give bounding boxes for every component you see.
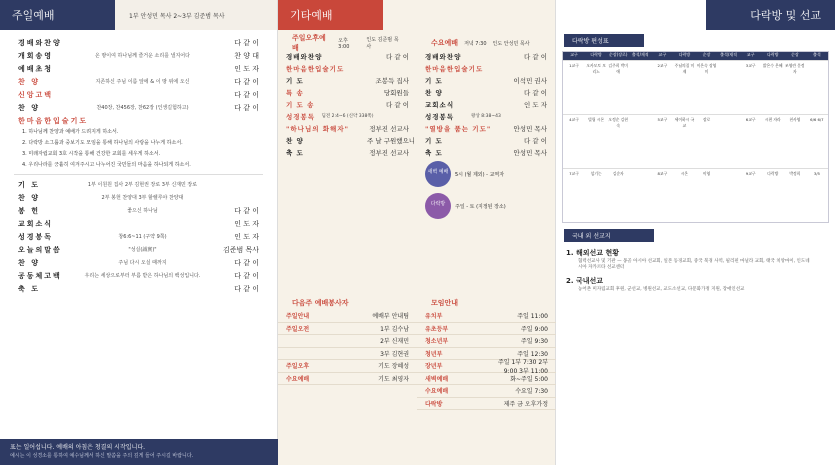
table-row	[278, 348, 417, 361]
domestic-mission	[556, 274, 835, 296]
table-cell: 주일오전	[286, 325, 310, 333]
sunday-worship-header	[0, 0, 277, 30]
order-rt: 인 도 자	[234, 219, 259, 228]
order-row	[278, 62, 417, 74]
mission-section-title: 국내 외 선교지	[564, 229, 654, 242]
table-cell: 청년부	[425, 350, 443, 358]
order-lbl: 성경봉독	[286, 112, 316, 121]
order-lbl: 축 도	[425, 148, 443, 157]
grid-cell: 빌립 시몬	[588, 117, 605, 122]
grid-row	[563, 60, 828, 114]
sub-title: 수요예배	[431, 39, 459, 47]
dawn-text: 5시 (월 제외) - 교역자	[455, 171, 505, 178]
grid-cell: 섬기는	[590, 171, 602, 176]
order-mid: 좋으신 하나님	[127, 208, 158, 214]
grid-cell: 다락방	[767, 171, 779, 176]
order-lbl: 축 도	[286, 148, 304, 157]
table-cell: 장년부	[425, 363, 443, 371]
order-rt: 주 날 구원했으니	[367, 136, 416, 145]
grid-cell: 오카모토 모리노	[586, 63, 606, 74]
grid-row	[563, 114, 828, 168]
order-rt: 정부진 선교사	[369, 124, 409, 133]
order-row	[417, 50, 555, 62]
order-row	[278, 110, 417, 122]
order-lbl: 경배와찬양	[18, 38, 62, 47]
order-mid: 왕상 8:38~43	[471, 114, 501, 119]
sunday-worship-panel	[0, 0, 278, 465]
grid-cell: 세이하시 국교	[674, 117, 695, 128]
sub-time: 저녁 7:30	[464, 40, 487, 47]
table-cell: 기도 최영자	[378, 375, 409, 383]
table-cell: 1부 김수남	[380, 325, 409, 333]
table-row	[417, 335, 556, 348]
table-cell: 2부 신재민	[380, 338, 409, 346]
order-mid: 지존하신 주님 이름 앞에 & 이 땅 위에 오신	[95, 79, 190, 85]
order-rt: 안성민 목사	[513, 124, 547, 133]
panel-title: 기타예배	[290, 9, 333, 22]
order-mid: "성실(誠實)"	[128, 247, 157, 253]
prayer-item: 2. 다락방 소그룹과 중보기도 모임을 통해 하나님의 사랑을 나누게 하소서.	[22, 140, 183, 146]
darakbang-mission-panel	[556, 0, 835, 465]
order-row	[0, 36, 277, 49]
order-lbl: 특 송	[286, 88, 304, 97]
order-row	[0, 243, 277, 256]
order-row	[278, 146, 417, 158]
order-row	[417, 98, 555, 110]
grid-cell: 천사영	[789, 117, 801, 122]
grid-cell	[718, 115, 740, 168]
panel-title: 다락방 및 선교	[750, 9, 821, 22]
order-row	[417, 86, 555, 98]
wednesday-order	[417, 50, 555, 158]
order-row	[278, 86, 417, 98]
order-lbl: 기 도	[425, 76, 443, 85]
domestic-mission-title: 2. 국내선교	[566, 277, 604, 285]
order-lbl: 축 도	[18, 284, 40, 293]
grid-cell: 밝은수 은혜	[762, 63, 783, 68]
grid-cell: 시온	[680, 171, 689, 176]
order-rt: 다 같 이	[234, 258, 259, 267]
grid-cell: 박정희	[789, 171, 801, 176]
order-lbl: 찬 양	[18, 77, 40, 86]
grid-cell	[806, 61, 828, 114]
table-row	[278, 323, 417, 336]
footer-small-text: 예시는 이 성경소를 통하여 예수님께서 하신 말씀을 주의 깊게 들어 주시길 바랍니다.	[10, 453, 194, 459]
order-rt: 다 같 이	[234, 77, 259, 86]
order-rt: 다 같 이	[234, 271, 259, 280]
order-row	[0, 178, 277, 191]
grid-cell: 4교구	[569, 117, 579, 122]
grid-header-cell: 다락방	[678, 52, 691, 57]
darakbang-grid	[562, 51, 829, 223]
order-rt: 인 도 자	[234, 232, 259, 241]
order-row	[278, 98, 417, 110]
sub-leader: 인도 안성민 목사	[492, 40, 530, 47]
order-row	[0, 49, 277, 62]
table-cell: 유초등부	[425, 325, 449, 333]
order-row	[278, 122, 417, 134]
grid-cell: 3/5	[813, 171, 820, 176]
order-row	[0, 230, 277, 243]
prayer-item: 3. 미래자립교회 3호 시작을 통해 건강한 교회를 세우게 하소서.	[22, 151, 161, 157]
order-rt: 김준범 목사	[222, 245, 259, 254]
order-mid: 주님 다시 오실 때까지	[118, 260, 167, 266]
sub-leader: 인도 김준범 목사	[366, 37, 399, 50]
grid-header-cell: 출석/재적	[631, 52, 649, 57]
table-cell: 주일 9:00	[521, 325, 548, 333]
sunday-afternoon-header	[278, 36, 417, 50]
order-lbl: 한마음한입술기도	[425, 64, 484, 73]
order-lbl: 기 도	[425, 136, 443, 145]
sub-title: 주일오후예배	[292, 34, 326, 52]
order-row	[278, 134, 417, 146]
grid-cell: 6/6 6/7	[810, 117, 824, 122]
order-mid: 1부 이원원 집사 2부 김현권 장로 3부 신재민 장로	[87, 182, 198, 188]
order-lbl: 성경봉독	[425, 112, 455, 121]
order-lbl: 오늘의말씀	[18, 245, 62, 254]
grid-header-cell: 순장(장로)	[608, 52, 628, 57]
table-cell: 유치부	[425, 313, 443, 321]
order-row	[417, 62, 555, 74]
order-row	[0, 256, 277, 269]
table-row	[417, 373, 556, 386]
order-mid: 온 땅이여 하나님께 즐거운 소리를 낼지어다	[95, 53, 190, 59]
table-cell: 기도 장혜성	[378, 363, 409, 371]
order-lbl: 예배초청	[18, 64, 54, 73]
overseas-mission-title: 1. 해외선교 현황	[566, 249, 619, 257]
order-mid: 찬40장, 찬456장, 찬62장 (인생길험하고)	[96, 105, 189, 111]
order-row	[0, 88, 277, 101]
grid-cell: 이은숙 장영미	[696, 63, 717, 74]
order-row	[278, 50, 417, 62]
wednesday-column	[417, 36, 555, 222]
table-cell: 다락방	[425, 400, 443, 408]
panel-title: 주일예배	[12, 9, 55, 22]
order-row	[278, 74, 417, 86]
volunteers-table	[278, 296, 417, 410]
sunday-footer	[0, 439, 278, 465]
order-rt: 안성민 목사	[513, 148, 547, 157]
table-row	[417, 398, 556, 411]
table-cell: 새벽예배	[425, 375, 449, 383]
grid-header-cell: 순장	[790, 52, 799, 57]
order-row	[0, 269, 277, 282]
order-lbl: 찬 양	[286, 136, 304, 145]
table-cell: 주일오후	[286, 363, 310, 371]
grid-cell: 오정순 김현숙	[608, 117, 628, 128]
table-row	[278, 335, 417, 348]
order-lbl: 교회소식	[425, 100, 455, 109]
overseas-mission-text: 협력선교사 및 기관 — 몽골 아시아 선교회, 일본 동경교회, 중국 북경 사역, 필리핀 마닐라 교회, 태국 치앙마이, 인도네시아 자카르타 선교센터	[578, 259, 810, 270]
order-row	[417, 74, 555, 86]
order-rt: 다 같 이	[234, 103, 259, 112]
grid-header-cell: 출석/재적	[720, 52, 737, 57]
overseas-mission	[556, 246, 835, 274]
order-rt: 인 도 자	[234, 64, 259, 73]
grid-cell: 김주희 박미애	[608, 63, 628, 74]
grid-cell	[629, 61, 651, 114]
table-row	[278, 310, 417, 323]
order-rt: 조봉득 집사	[375, 76, 409, 85]
darakbang-info	[417, 190, 555, 222]
sunday-afternoon-column	[278, 36, 417, 222]
table-cell: 수요일 7:30	[515, 388, 548, 396]
grid-cell	[629, 169, 651, 222]
order-of-worship-bottom	[0, 178, 277, 295]
volunteers-title: 다음주 예배봉사자	[292, 299, 349, 307]
grid-header-cell: 순장	[702, 52, 711, 57]
table-cell: 수요예배	[286, 375, 310, 383]
grid-cell: 6교구	[745, 117, 756, 122]
order-lbl: 한마음한입술기도	[286, 64, 345, 73]
table-cell: 주일 11:00	[517, 313, 548, 321]
table-row	[417, 323, 556, 336]
volunteers-rows	[278, 310, 417, 385]
darakbang-pill: 다락방	[425, 193, 451, 219]
table-cell: 제주 금 오후가정	[503, 400, 548, 408]
grid-header-cell: 교구	[570, 52, 578, 57]
order-lbl: 한마음한입술기도	[18, 116, 89, 125]
grid-cell	[718, 169, 740, 222]
grid-row	[563, 168, 828, 222]
darakbang-text: 주일 - 토 (지정된 장소)	[455, 203, 506, 210]
order-lbl: 찬 양	[18, 258, 40, 267]
order-lbl: 봉 헌	[18, 206, 40, 215]
table-cell: 3부 김현권	[380, 350, 409, 358]
order-lbl: 기 도	[18, 180, 40, 189]
grid-cell: 김순자	[612, 171, 624, 176]
order-rt: 다 같 이	[234, 38, 259, 47]
grid-body	[563, 60, 828, 222]
grid-cell: 이영	[702, 171, 711, 176]
grid-cell: 5교구	[657, 117, 668, 122]
order-row	[417, 146, 555, 158]
order-rt: 다 같 이	[386, 52, 409, 61]
meetings-table	[417, 296, 556, 410]
order-rt: 다 같 이	[234, 90, 259, 99]
order-row	[0, 191, 277, 204]
table-cell: 수요예배	[425, 388, 449, 396]
order-lbl: 교회소식	[18, 219, 54, 228]
grid-cell: 장로	[702, 117, 711, 122]
order-mid: 2부 봉헌 찬양대 3부 할렐루야 찬양대	[101, 195, 184, 201]
order-rt: 정부진 선교사	[369, 148, 409, 157]
order-mid: 우리는 세상으로부터 부름 받은 하나님의 백성입니다.	[84, 273, 201, 279]
table-row	[417, 310, 556, 323]
grid-header-cell: 다락방	[590, 52, 602, 57]
order-rt: 다 같 이	[524, 136, 547, 145]
grid-cell: 9교구	[745, 171, 756, 176]
order-rt: 당회원들	[383, 88, 409, 97]
grid-cell: 2교구	[657, 63, 668, 68]
order-of-worship-top	[0, 36, 277, 127]
table-cell: 주일 1부 7:30 2부 9:00 3부 11:00	[497, 358, 548, 375]
grid-cell: 8교구	[657, 171, 668, 176]
order-row	[417, 110, 555, 122]
order-lbl: "하나님의 화해자"	[286, 124, 349, 133]
table-row	[278, 373, 417, 386]
order-rt: 찬 양 대	[234, 51, 259, 60]
order-lbl: 경배와찬양	[286, 52, 323, 61]
prayer-item: 4. 우리나라를 긍휼히 여겨주시고 나누어진 국민들의 마음을 하나되게 하소서.	[22, 162, 191, 168]
order-rt: 이석민 권사	[513, 76, 547, 85]
grid-header	[563, 52, 828, 60]
order-row	[417, 134, 555, 146]
order-rt: 인 도 자	[524, 100, 547, 109]
sub-time: 오후 3:00	[338, 37, 350, 50]
domestic-mission-text: 농어촌 미자립교회 후원, 군선교, 병원선교, 교도소선교, 다문화가정 지원, 장애인선교	[578, 287, 745, 292]
darakbang-section-title: 다락방 편성표	[564, 34, 644, 47]
grid-header-cell: 교구	[658, 52, 667, 57]
table-cell: 주일안내	[286, 313, 310, 321]
grid-cell: 7교구	[569, 171, 579, 176]
wednesday-header	[417, 36, 555, 50]
order-lbl: "열방을 품는 기도"	[425, 124, 492, 133]
grid-cell: 시편 자라	[764, 117, 781, 122]
table-cell: 주일 9:30	[521, 338, 548, 346]
schedule-tables	[278, 296, 556, 410]
order-row	[0, 204, 277, 217]
order-row	[417, 122, 555, 134]
prayer-item: 1. 하나님께 찬양과 예배가 드려지게 하소서.	[22, 129, 119, 135]
prayer-list	[0, 127, 277, 171]
grid-header-cell: 교구	[746, 52, 755, 57]
order-rt: 다 같 이	[234, 284, 259, 293]
order-lbl: 찬 양	[18, 103, 40, 112]
table-cell: 주일 12:30	[517, 350, 548, 358]
table-cell: 청소년부	[425, 338, 449, 346]
grid-header-cell: 다락방	[766, 52, 779, 57]
grid-cell: 1교구	[569, 63, 579, 68]
grid-cell: 3교구	[745, 63, 756, 68]
order-row	[0, 62, 277, 75]
order-row	[0, 217, 277, 230]
order-lbl: 공동체고백	[18, 271, 62, 280]
darakbang-mission-header	[556, 0, 835, 30]
order-rt: 다 같 이	[386, 100, 409, 109]
order-mid: 딤전 2:4~6 (신약 338쪽)	[321, 114, 374, 119]
panel-subtitle: 1부 안성민 목사 2~3부 김준범 목사	[129, 12, 225, 20]
grid-cell: 조영란 문정자	[785, 63, 805, 74]
order-lbl: 찬 양	[425, 88, 443, 97]
order-lbl: 기 도 송	[286, 100, 315, 109]
table-row	[417, 385, 556, 398]
order-lbl: 신앙고백	[18, 90, 54, 99]
order-rt: 다 같 이	[524, 52, 547, 61]
footer-text: 표는 일어섭니다. 예배의 아침은 청결의 시작입니다.	[10, 444, 146, 451]
order-rt: 다 같 이	[234, 206, 259, 215]
sunday-afternoon-order	[278, 50, 417, 158]
order-row	[0, 114, 277, 127]
grid-cell	[718, 61, 740, 114]
grid-cell	[629, 115, 651, 168]
table-cell: 화~주일 5:00	[510, 375, 548, 383]
order-lbl: 경배와찬양	[425, 52, 462, 61]
order-lbl: 찬 양	[18, 193, 40, 202]
order-rt: 다 같 이	[524, 88, 547, 97]
order-lbl: 개회송영	[18, 51, 54, 60]
dawn-pill: 새벽 예배	[425, 161, 451, 187]
order-mid: 창6:6~11 (구약 9쪽)	[118, 234, 167, 240]
other-worship-columns	[278, 36, 555, 222]
dawn-worship-info	[417, 158, 555, 190]
grid-header-cell: 출석	[813, 52, 821, 57]
table-row	[278, 360, 417, 373]
order-row	[0, 282, 277, 295]
order-row	[0, 75, 277, 88]
table-cell: 예배부 안내팀	[372, 313, 409, 321]
grid-cell: 주님의집 미제	[674, 63, 695, 74]
table-row	[417, 360, 556, 373]
other-worship-panel	[278, 0, 556, 465]
order-row	[0, 101, 277, 114]
other-worship-header	[278, 0, 555, 30]
order-lbl: 기 도	[286, 76, 304, 85]
meetings-rows	[417, 310, 556, 410]
order-lbl: 성경봉독	[18, 232, 54, 241]
meetings-title: 모임안내	[431, 299, 459, 307]
